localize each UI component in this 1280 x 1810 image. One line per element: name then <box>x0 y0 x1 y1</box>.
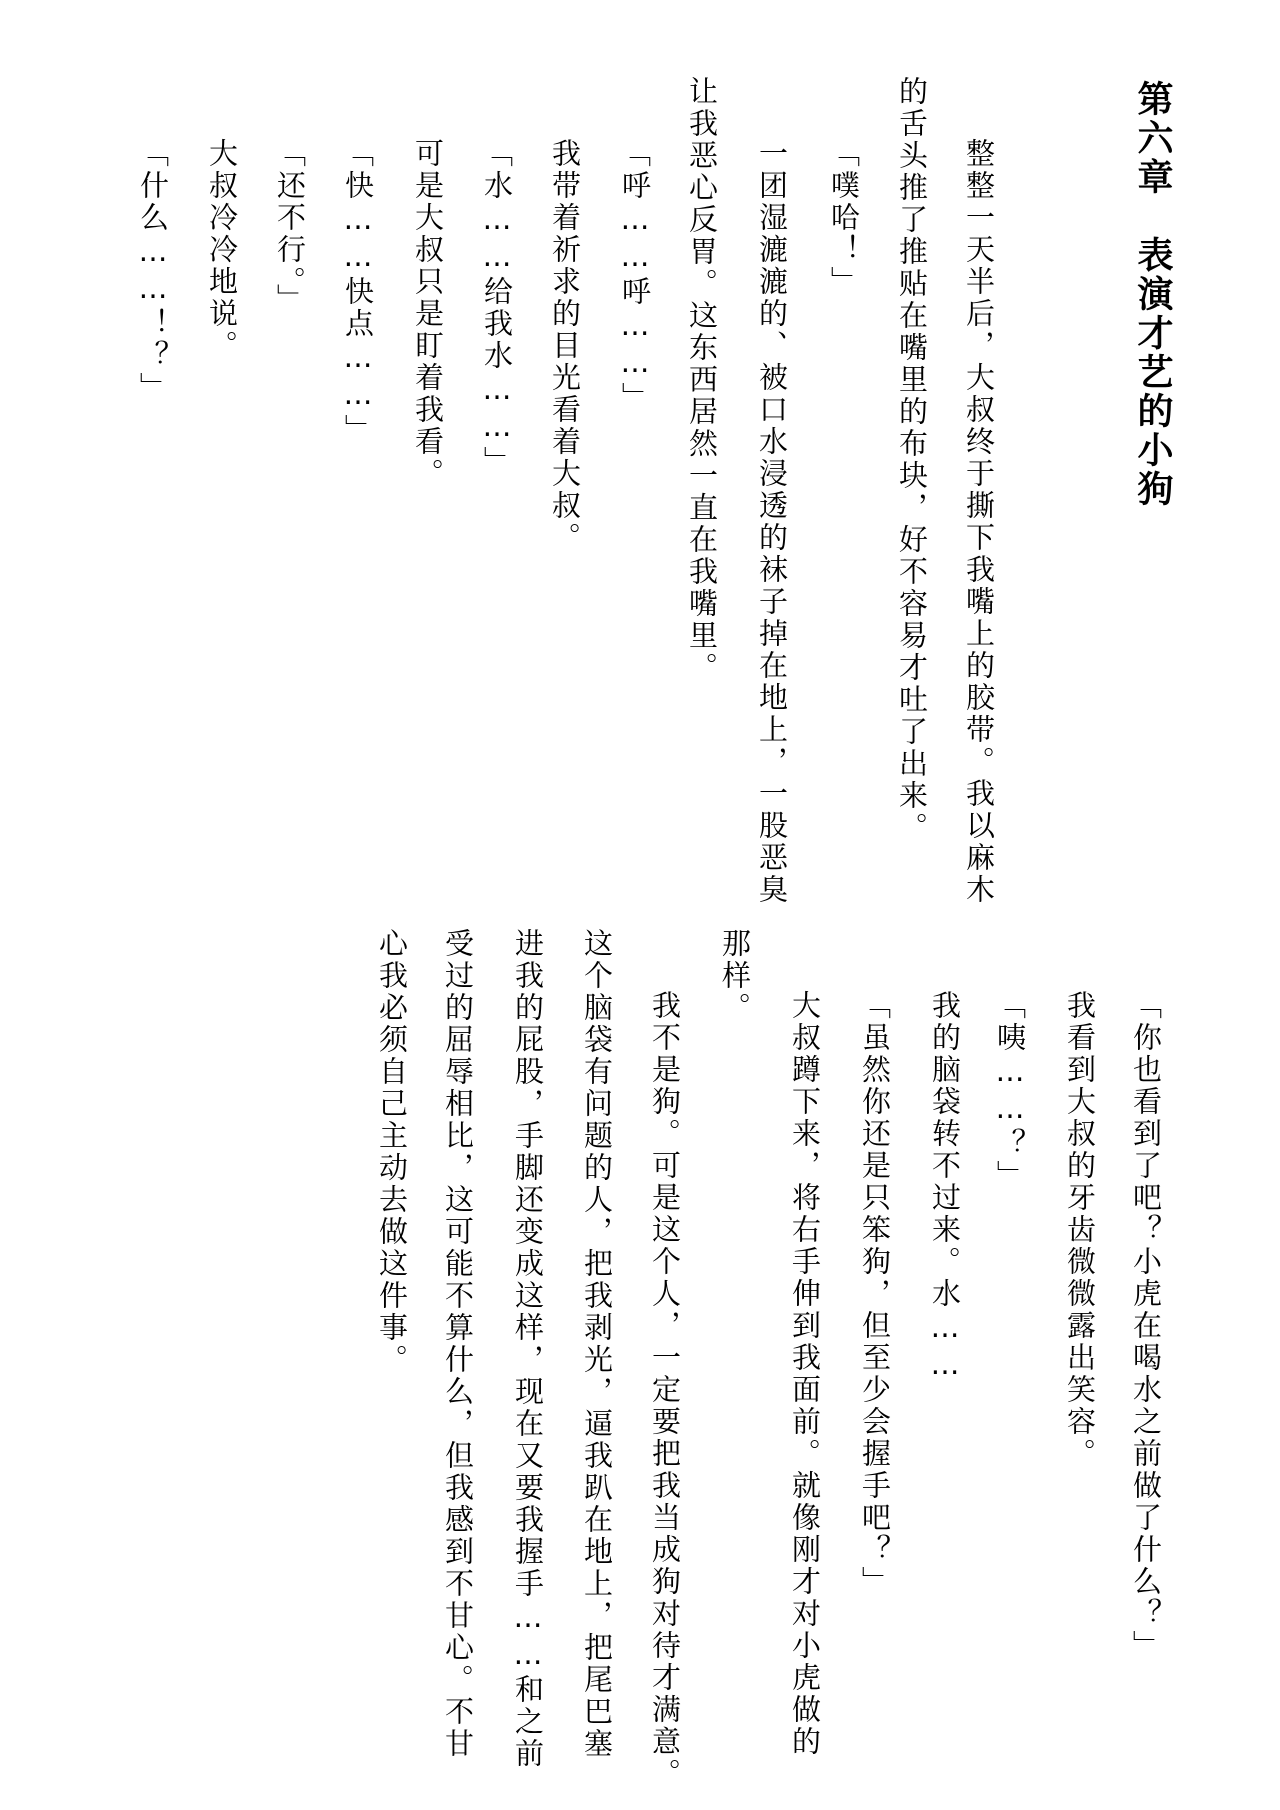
paragraph-line: 这个脑袋有问题的人，把我剥光，逼我趴在地上，把尾巴塞 <box>580 928 614 1760</box>
paragraph-line: 我带着祈求的目光看着大叔。 <box>548 138 582 554</box>
paragraph-line: 的舌头推了推贴在嘴里的布块，好不容易才吐了出来。 <box>895 76 929 844</box>
dialogue-line: 「噗哈！」 <box>827 138 861 298</box>
paragraph-line: 受过的屈辱相比，这可能不算什么，但我感到不甘心。不甘 <box>441 928 475 1760</box>
dialogue-line: 「呼……呼……」 <box>618 138 652 414</box>
paragraph-line: 可是大叔只是盯着我看。 <box>411 138 445 490</box>
dialogue-line: 「水……给我水……」 <box>480 138 514 478</box>
paragraph-line: 整整一天半后，大叔终于撕下我嘴上的胶带。我以麻木 <box>962 138 996 906</box>
chapter-title: 第六章 表演才艺的小狗 <box>1132 80 1173 509</box>
paragraph-line: 我不是狗。可是这个人，一定要把我当成狗对待才满意。 <box>648 990 682 1790</box>
dialogue-line: 「快……快点……」 <box>341 138 375 446</box>
paragraph-line: 一团湿漉漉的、被口水浸透的袜子掉在地上，一股恶臭 <box>755 138 789 906</box>
paragraph-line: 我看到大叔的牙齿微微露出笑容。 <box>1063 990 1097 1470</box>
dialogue-line: 「你也看到了吧？小虎在喝水之前做了什么？」 <box>1129 990 1163 1662</box>
paragraph-line: 我的脑袋转不过来。水…… <box>928 990 962 1384</box>
dialogue-line: 「虽然你还是只笨狗，但至少会握手吧？」 <box>858 990 892 1598</box>
paragraph-line: 让我恶心反胃。这东西居然一直在我嘴里。 <box>685 76 719 684</box>
dialogue-line: 「还不行。」 <box>273 138 307 316</box>
paragraph-line: 进我的屁股，手脚还变成这样，现在又要我握手……和之前 <box>511 928 545 1770</box>
paragraph-line: 那样。 <box>718 928 752 1024</box>
dialogue-line: 「咦……？」 <box>993 990 1027 1192</box>
paragraph-line: 心我必须自己主动去做这件事。 <box>375 928 409 1376</box>
paragraph-line: 大叔蹲下来，将右手伸到我面前。就像刚才对小虎做的 <box>788 990 822 1758</box>
dialogue-line: 「什么……！？」 <box>136 138 170 404</box>
paragraph-line: 大叔冷冷地说。 <box>205 138 239 362</box>
